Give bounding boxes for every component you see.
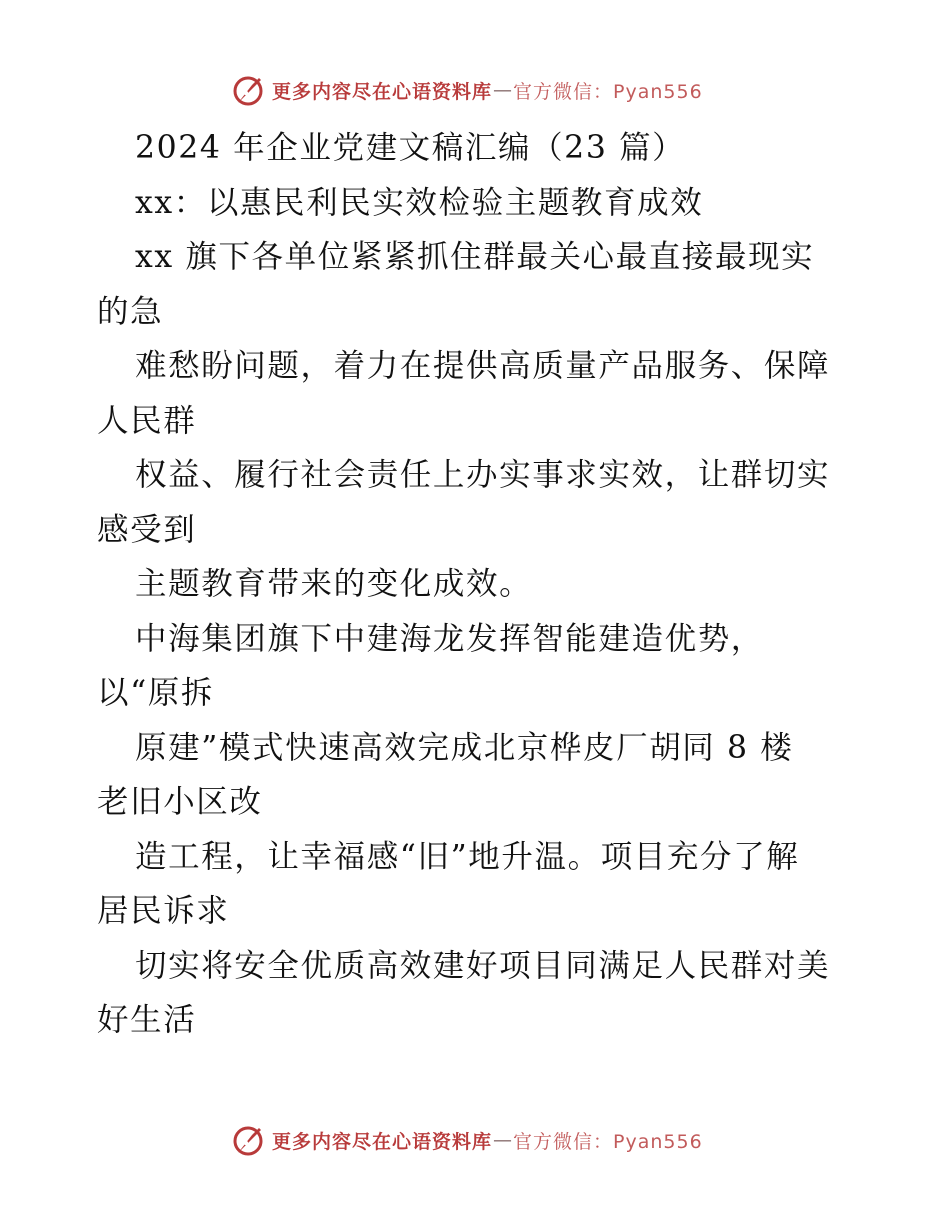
banner-brand-text: 更多内容尽在心语资料库 [272, 80, 493, 103]
pen-nib-logo-icon [232, 73, 266, 107]
document-line: 人民群 [97, 402, 197, 439]
document-body [97, 121, 887, 1048]
document-line: 造工程，让幸福感“旧”地升温。项目充分了解 [135, 838, 800, 875]
document-line: xx：以惠民利民实效检验主题教育成效 [135, 184, 704, 221]
banner-contact-text: 官方微信：Pyan556 [513, 80, 703, 103]
document-line: 居民诉求 [97, 893, 230, 929]
banner-contact-text: 官方微信：Pyan556 [513, 1130, 703, 1153]
document-line: 原建”模式快速高效完成北京桦皮厂胡同 8 楼 [135, 729, 794, 766]
document-line: 切实将安全优质高效建好项目同满足人民群对美 [135, 947, 831, 984]
banner-dash: — [493, 1129, 513, 1151]
document-line: xx 旗下各单位紧紧抓住群最关心最直接最现实 [135, 239, 815, 275]
header-watermark-banner [232, 70, 703, 110]
document-line: 的急 [97, 293, 164, 330]
document-line: 2024 年企业党建文稿汇编（23 篇） [135, 130, 686, 166]
document-line: 以“原拆 [97, 675, 215, 711]
banner-dash: — [493, 79, 513, 101]
document-line: 感受到 [97, 511, 197, 548]
document-line: 好生活 [97, 1002, 197, 1038]
document-line: 老旧小区改 [97, 784, 263, 820]
banner-brand-text: 更多内容尽在心语资料库 [272, 1130, 493, 1153]
document-line: 主题教育带来的变化成效。 [135, 566, 533, 602]
pen-nib-logo-icon [232, 1123, 266, 1157]
document-line: 权益、履行社会责任上办实事求实效，让群切实 [135, 457, 831, 493]
footer-watermark-banner [232, 1120, 703, 1160]
document-line: 难愁盼问题，着力在提供高质量产品服务、保障 [135, 348, 831, 384]
document-line: 中海集团旗下中建海龙发挥智能建造优势， [135, 620, 764, 657]
